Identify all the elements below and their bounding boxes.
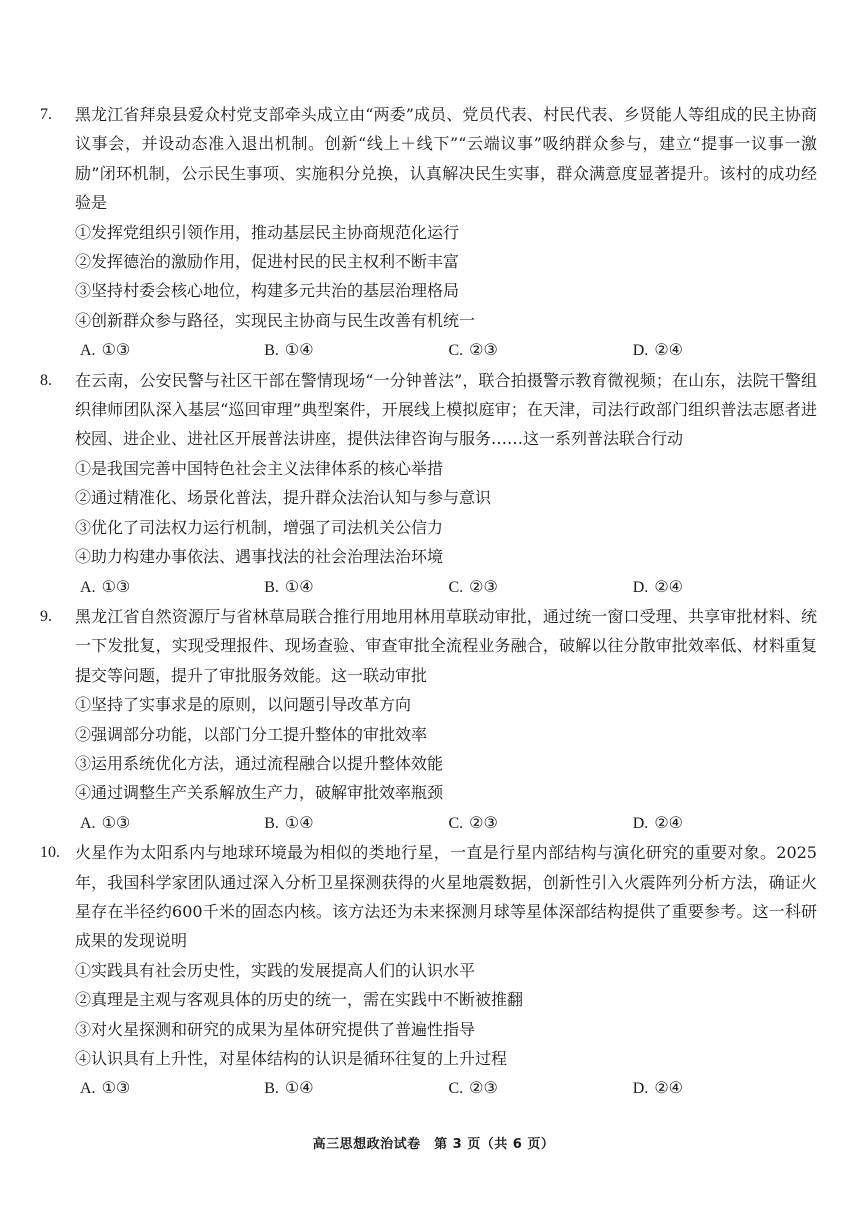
answer-choice[interactable] [449, 808, 633, 838]
choice-text: ②④ [654, 812, 683, 832]
choice-label: A. [80, 578, 96, 596]
choice-label: B. [264, 1080, 279, 1098]
question-number: 8. [40, 371, 52, 389]
answer-choice[interactable] [449, 572, 633, 602]
statement-option: ②通过精准化、场景化普法，提升群众法治认知与参与意识 [75, 488, 492, 508]
choice-label: B. [264, 342, 279, 360]
choice-label: C. [448, 342, 464, 360]
choice-label: A. [80, 342, 96, 360]
question-list [40, 100, 817, 1104]
choice-text: ①④ [284, 340, 314, 360]
answer-choice[interactable] [80, 808, 264, 838]
choice-text: ②③ [469, 812, 498, 832]
statement-option: ③运用系统优化方法，通过流程融合以提升整体效能 [75, 753, 444, 773]
answer-choice[interactable] [80, 1073, 264, 1103]
statement-option: ④认识具有上升性，对星体结构的认识是循环往复的上升过程 [75, 1049, 508, 1068]
choice-text: ①④ [284, 812, 314, 832]
question-number: 9. [40, 607, 52, 625]
choice-label: B. [264, 814, 279, 832]
statement-option: ①坚持了实事求是的原则，以问题引导改革方向 [75, 695, 412, 715]
question-4 [40, 838, 817, 1104]
answer-choices [80, 1073, 817, 1103]
choice-label: B. [264, 578, 279, 596]
answer-choice[interactable] [264, 1073, 448, 1103]
choice-label: A. [80, 814, 96, 832]
choice-text: ②③ [469, 340, 498, 360]
choice-label: C. [448, 814, 464, 832]
choice-text: ②④ [654, 1078, 683, 1098]
answer-choice[interactable] [633, 808, 817, 838]
page-footer: 高三思想政治试卷 第 3 页（共 6 页） [312, 1137, 555, 1152]
question-stem [40, 602, 817, 690]
question-1 [40, 100, 817, 366]
answer-choice[interactable] [264, 808, 448, 838]
answer-choice[interactable] [449, 1073, 633, 1103]
choice-label: D. [632, 578, 649, 596]
statement-option: ③坚持村委会核心地位，构建多元共治的基层治理格局 [75, 281, 460, 301]
statement-option: ②真理是主观与客观具体的历史的统一，需在实践中不断被推翻 [75, 990, 524, 1010]
question-stem-text: 黑龙江省自然资源厅与省林草局联合推行用地用林用草联动审批，通过统一窗口受理、共享审批材料、统一下发批复，实现受理报件、现场查验、审查审批全流程业务融合，破解以往分散审批效率低、材料重复提交等问题，提升了审批服务效能。这一联动审批 [75, 606, 817, 685]
answer-choice[interactable] [80, 335, 264, 365]
statement-option: ②发挥德治的激励作用，促进村民的民主权利不断丰富 [75, 252, 460, 272]
question-stem [40, 366, 817, 454]
choice-text: ①④ [284, 576, 314, 596]
choice-text: ②③ [469, 1078, 498, 1098]
answer-choice[interactable] [633, 1073, 817, 1103]
choice-label: D. [632, 814, 649, 832]
question-3 [40, 602, 817, 838]
statement-option: ②强调部分功能，以部门分工提升整体的审批效率 [75, 724, 428, 744]
statement-option: ①是我国完善中国特色社会主义法律体系的核心举措 [75, 458, 444, 478]
question-stem-text: 黑龙江省拜泉县爱众村党支部牵头成立由“两委”成员、党员代表、村民代表、乡贤能人等组成的民主协商议事会，并设动态准入退出机制。创新“线上＋线下”“云端议事”吸纳群众参与，建立“提事一议事一激励”闭环机制，公示民生事项、实施积分兑换，认真解决民生实事，群众满意度显著提升。该村的成功经验是 [75, 105, 817, 213]
statement-option: ④助力构建办事依法、遇事找法的社会治理法治环境 [75, 547, 444, 567]
question-2 [40, 366, 817, 602]
answer-choice[interactable] [633, 572, 817, 602]
question-stem-text: 火星作为太阳系内与地球环境最为相似的类地行星，一直是行星内部结构与演化研究的重要对象。2025年，我国科学家团队通过深入分析卫星探测获得的火星地震数据，创新性引入火震阵列分析方法，确证火星存在半径约600千米的固态内核。该方法还为未来探测月球等星体深部结构提供了重要参考。这一科研成果的发现说明 [75, 843, 817, 951]
question-stem [40, 838, 817, 956]
answer-choice[interactable] [264, 335, 448, 365]
choice-label: C. [448, 578, 464, 596]
choice-text: ①③ [101, 1078, 131, 1098]
question-stem-text: 在云南，公安民警与社区干部在警情现场“一分钟普法”，联合拍摄警示教育微视频；在山东，法院干警组织律师团队深入基层“巡回审理”典型案件，开展线上模拟庭审；在天津，司法行政部门组织普法志愿者进校园、进企业、进社区开展普法讲座，提供法律咨询与服务……这一系列普法联合行动 [75, 370, 817, 449]
choice-text: ①③ [101, 576, 131, 596]
statement-option: ④创新群众参与路径，实现民主协商与民生改善有机统一 [75, 310, 476, 330]
choice-label: C. [448, 1080, 464, 1098]
answer-choice[interactable] [633, 335, 817, 365]
answer-choices [80, 572, 817, 602]
question-number: 7. [40, 106, 52, 123]
question-stem [40, 100, 817, 218]
choice-label: D. [632, 342, 649, 360]
choice-text: ②④ [654, 340, 683, 360]
statement-option: ①发挥党组织引领作用，推动基层民主协商规范化运行 [75, 222, 460, 242]
choice-text: ①④ [284, 1078, 314, 1098]
answer-choices [80, 808, 817, 838]
answer-choice[interactable] [264, 572, 448, 602]
choice-text: ①③ [101, 340, 131, 360]
choice-label: A. [80, 1080, 96, 1098]
choice-text: ①③ [101, 812, 131, 832]
answer-choice[interactable] [80, 572, 264, 602]
statement-option: ④通过调整生产关系解放生产力，破解审批效率瓶颈 [75, 783, 444, 803]
choice-text: ②③ [469, 576, 498, 596]
answer-choices [80, 335, 817, 365]
statement-option: ③对火星探测和研究的成果为星体研究提供了普遍性指导 [75, 1019, 476, 1039]
statement-option: ③优化了司法权力运行机制，增强了司法机关公信力 [75, 517, 444, 537]
question-number: 10. [40, 844, 60, 862]
choice-label: D. [632, 1080, 649, 1098]
answer-choice[interactable] [449, 335, 633, 365]
statement-option: ①实践具有社会历史性，实践的发展提高人们的认识水平 [75, 960, 476, 980]
choice-text: ②④ [654, 576, 683, 596]
